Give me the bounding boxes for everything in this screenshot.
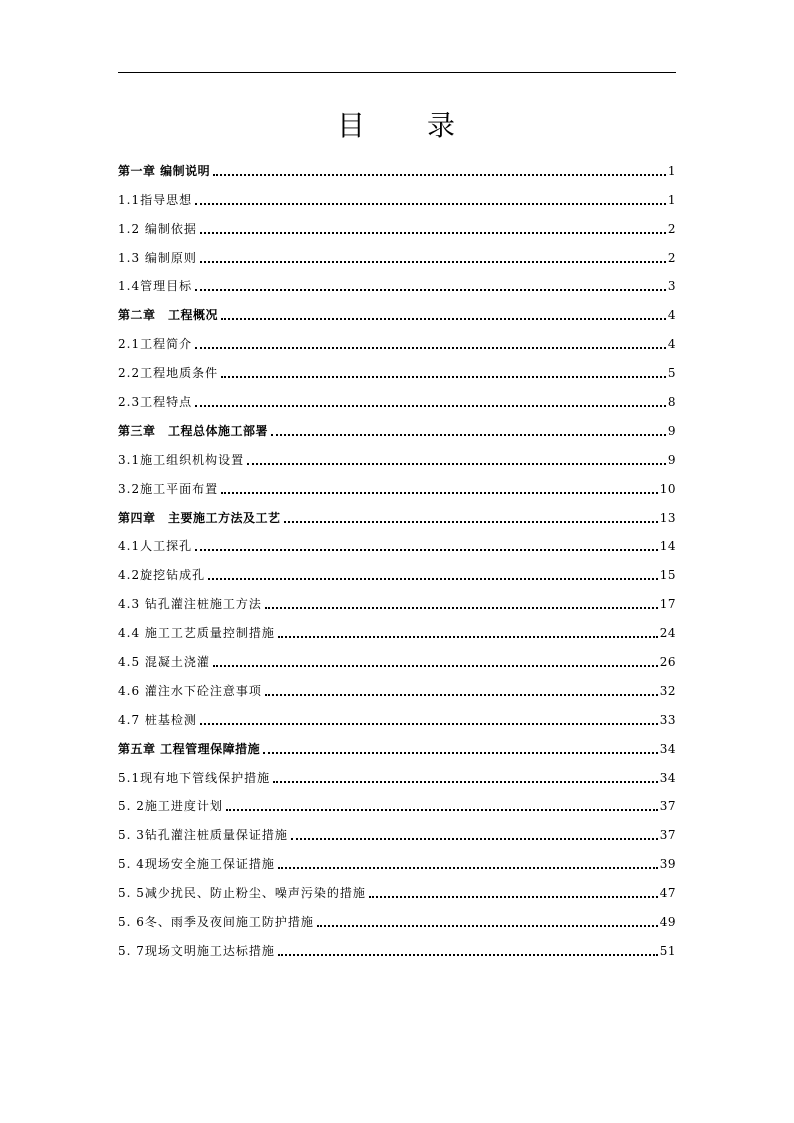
toc-entry-page-number: 51: [659, 943, 676, 958]
toc-dot-leader: [369, 893, 658, 898]
toc-entry-page-number: 8: [667, 395, 676, 410]
toc-entry-page-number: 33: [659, 712, 676, 727]
toc-dot-leader: [226, 806, 658, 811]
toc-entry-page-number: 39: [659, 857, 676, 872]
toc-entry-page-number: 26: [659, 655, 676, 670]
toc-entry-page-number: 34: [659, 741, 676, 756]
header-rule: [118, 72, 676, 73]
toc-entry-label: 5.1现有地下管线保护措施: [118, 770, 271, 785]
toc-entry-page-number: 15: [659, 568, 676, 583]
toc-entry-label: 2.3工程特点: [118, 395, 193, 410]
toc-entry[interactable]: [118, 439, 676, 468]
toc-entry-label: 第五章 工程管理保障措施: [118, 741, 261, 756]
toc-entry[interactable]: [118, 583, 676, 612]
toc-dot-leader: [247, 460, 666, 465]
toc-entry-label: 4.5 混凝土浇灌: [118, 655, 210, 670]
toc-entry[interactable]: [118, 294, 676, 323]
toc-entry-page-number: 3: [667, 279, 676, 294]
toc-entry-label: 4.1人工探孔: [118, 539, 193, 554]
toc-entry-page-number: 49: [659, 915, 676, 930]
page-title: 目 录: [336, 109, 457, 142]
toc-entry-label: 5. 5减少扰民、防止粉尘、噪声污染的措施: [118, 886, 366, 901]
toc-dot-leader: [317, 922, 658, 927]
toc-entry-page-number: 2: [667, 221, 676, 236]
toc-entry-label: 3.2施工平面布置: [118, 481, 219, 496]
toc-entry[interactable]: [118, 237, 676, 266]
toc-entry-page-number: 9: [667, 423, 676, 438]
toc-entry-label: 第一章 编制说明: [118, 163, 211, 178]
toc-entry-label: 第三章 工程总体施工部署: [118, 423, 269, 438]
toc-dot-leader: [195, 344, 666, 349]
toc-entry-page-number: 17: [659, 597, 676, 612]
toc-entry[interactable]: [118, 843, 676, 872]
toc-entry[interactable]: [118, 150, 676, 179]
toc-dot-leader: [208, 575, 658, 580]
toc-entry[interactable]: [118, 381, 676, 410]
toc-entry-label: 5. 4现场安全施工保证措施: [118, 857, 275, 872]
toc-dot-leader: [195, 200, 666, 205]
toc-dot-leader: [284, 518, 658, 523]
toc-entry-label: 1.1指导思想: [118, 192, 193, 207]
toc-dot-leader: [263, 749, 658, 754]
toc-dot-leader: [195, 402, 666, 407]
toc-dot-leader: [265, 691, 658, 696]
toc-entry-page-number: 4: [667, 337, 676, 352]
toc-dot-leader: [278, 864, 658, 869]
toc-dot-leader: [291, 835, 658, 840]
toc-entry-label: 第四章 主要施工方法及工艺: [118, 510, 281, 525]
toc-entry[interactable]: [118, 554, 676, 583]
toc-entry-page-number: 24: [659, 626, 676, 641]
toc-entry[interactable]: [118, 468, 676, 497]
toc-entry[interactable]: [118, 699, 676, 728]
toc-entry-page-number: 1: [667, 192, 676, 207]
toc-entry[interactable]: [118, 757, 676, 786]
toc-entry-page-number: 9: [667, 452, 676, 467]
toc-entry-label: 5. 6冬、雨季及夜间施工防护措施: [118, 915, 314, 930]
toc-entry-label: 2.1工程简介: [118, 337, 193, 352]
toc-entry-label: 4.6 灌注水下砼注意事项: [118, 683, 262, 698]
toc-entry-label: 2.2工程地质条件: [118, 366, 219, 381]
toc-entry-label: 1.3 编制原则: [118, 250, 197, 265]
toc-dot-leader: [221, 373, 666, 378]
toc-entry-label: 4.4 施工工艺质量控制措施: [118, 626, 275, 641]
toc-dot-leader: [200, 720, 658, 725]
toc-entry[interactable]: [118, 410, 676, 439]
toc-entry[interactable]: [118, 612, 676, 641]
toc-entry-page-number: 37: [659, 799, 676, 814]
toc-entry-page-number: 32: [659, 683, 676, 698]
toc-dot-leader: [200, 258, 666, 263]
toc-entry-label: 5. 3钻孔灌注桩质量保证措施: [118, 828, 288, 843]
toc-entry-label: 4.3 钻孔灌注桩施工方法: [118, 597, 262, 612]
toc-entry-label: 5. 7现场文明施工达标措施: [118, 943, 275, 958]
toc-entry-label: 5. 2施工进度计划: [118, 799, 223, 814]
toc-entry[interactable]: [118, 872, 676, 901]
toc-dot-leader: [221, 315, 666, 320]
toc-entry-page-number: 1: [667, 163, 676, 178]
toc-dot-leader: [278, 951, 658, 956]
toc-dot-leader: [213, 171, 666, 176]
toc-dot-leader: [221, 489, 658, 494]
toc-entry-label: 1.4管理目标: [118, 279, 193, 294]
table-of-contents: [118, 150, 676, 959]
toc-entry[interactable]: [118, 208, 676, 237]
toc-entry-page-number: 4: [667, 308, 676, 323]
toc-entry-label: 4.2旋挖钻成孔: [118, 568, 206, 583]
toc-entry-label: 1.2 编制依据: [118, 221, 197, 236]
toc-dot-leader: [195, 286, 666, 291]
toc-entry-page-number: 34: [659, 770, 676, 785]
toc-entry-label: 第二章 工程概况: [118, 308, 219, 323]
toc-entry[interactable]: [118, 728, 676, 757]
toc-entry[interactable]: [118, 179, 676, 208]
toc-dot-leader: [195, 546, 658, 551]
toc-entry[interactable]: [118, 526, 676, 555]
toc-dot-leader: [271, 431, 666, 436]
toc-entry-page-number: 2: [667, 250, 676, 265]
toc-entry[interactable]: [118, 323, 676, 352]
toc-entry-label: 4.7 桩基检测: [118, 712, 197, 727]
toc-entry-page-number: 47: [659, 886, 676, 901]
toc-entry[interactable]: [118, 670, 676, 699]
toc-dot-leader: [200, 229, 666, 234]
toc-entry-page-number: 14: [659, 539, 676, 554]
toc-entry[interactable]: [118, 497, 676, 526]
toc-dot-leader: [265, 604, 658, 609]
toc-dot-leader: [213, 662, 658, 667]
toc-entry-page-number: 37: [659, 828, 676, 843]
toc-entry[interactable]: [118, 814, 676, 843]
toc-dot-leader: [273, 778, 658, 783]
toc-entry-page-number: 5: [667, 366, 676, 381]
toc-dot-leader: [278, 633, 658, 638]
toc-entry[interactable]: [118, 786, 676, 815]
toc-entry[interactable]: [118, 930, 676, 959]
toc-entry[interactable]: [118, 641, 676, 670]
toc-entry[interactable]: [118, 901, 676, 930]
toc-entry-page-number: 13: [659, 510, 676, 525]
toc-entry[interactable]: [118, 352, 676, 381]
toc-entry-page-number: 10: [659, 481, 676, 496]
toc-entry-label: 3.1施工组织机构设置: [118, 452, 245, 467]
toc-entry[interactable]: [118, 266, 676, 295]
